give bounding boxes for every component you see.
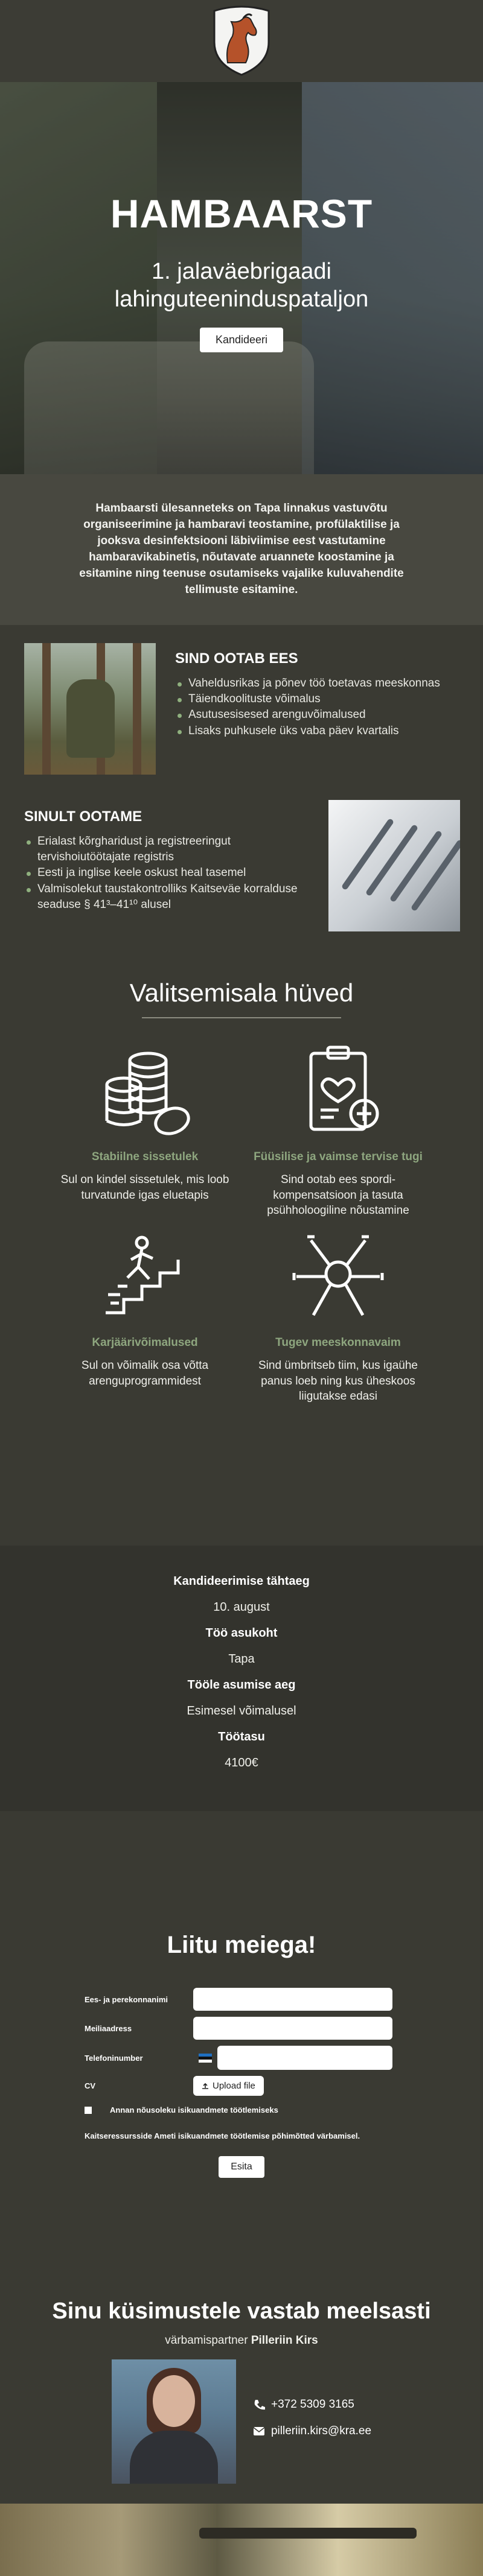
list-item: Vaheldusrikas ja põnev töö toetavas meeskonnas (175, 676, 441, 691)
list-item: Valmisolekut taustakontrolliks Kaitseväe korralduse seaduse § 41³–41¹⁰ alusel (24, 881, 314, 913)
apply-button[interactable]: Kandideeri (200, 328, 283, 352)
footer-image (0, 2504, 483, 2576)
benefit-desc: Sul on kindel sissetulek, mis loob turvatunde igas eluetapis (60, 1173, 229, 1202)
upload-label: Upload file (213, 2081, 255, 2091)
divider (142, 1017, 341, 1018)
job-details-section (0, 1546, 483, 1811)
benefit-title: Stabiilne sissetulek (91, 1150, 199, 1163)
hero-section (0, 82, 483, 474)
health-clipboard-icon (287, 1042, 389, 1139)
list-item: Eesti ja inglise keele oskust heal tasemel (24, 865, 314, 881)
salary-value: 4100€ (225, 1756, 258, 1769)
deadline-value: 10. august (213, 1600, 270, 1614)
email-input[interactable] (193, 2017, 392, 2040)
phone-label: Telefoninumber (85, 2053, 143, 2063)
benefit-card (242, 1228, 435, 1404)
submit-button[interactable]: Esita (219, 2156, 264, 2178)
page-title: HAMBAARST (110, 191, 373, 236)
benefit-title: Tugev meeskonnavaim (275, 1336, 401, 1349)
benefit-card (242, 1042, 435, 1219)
contact-section (0, 2298, 483, 2504)
offers-title: SIND OOTAB EES (175, 650, 298, 667)
upload-icon (202, 2083, 209, 2090)
application-section (0, 1811, 483, 2298)
salary-label: Töötasu (218, 1730, 265, 1743)
form-title: Liitu meiega! (167, 1932, 316, 1958)
name-input[interactable] (193, 1988, 392, 2011)
location-value: Tapa (228, 1652, 255, 1666)
benefit-card (48, 1042, 242, 1219)
start-value: Esimesel võimalusel (187, 1704, 296, 1718)
requirements-section (0, 800, 483, 936)
requirements-list (24, 834, 314, 913)
dental-tools-photo (328, 800, 460, 931)
estonia-flag-icon[interactable] (193, 2046, 217, 2070)
cv-label: CV (85, 2081, 96, 2090)
privacy-policy-link[interactable]: Kaitseressursside Ameti isikuandmete töötlemise põhimõtted värbamisel. (85, 2131, 360, 2140)
team-hands-icon (287, 1228, 389, 1325)
start-label: Tööle asumise aeg (187, 1678, 296, 1692)
contact-name: Pilleriin Kirs (251, 2334, 318, 2347)
benefit-title: Füüsilise ja vaimse tervise tugi (254, 1150, 423, 1163)
offers-list (175, 676, 441, 739)
email-label: Meiliaadress (85, 2023, 132, 2033)
requirements-title: SINULT OOTAME (24, 808, 142, 825)
mail-icon (253, 2426, 265, 2436)
career-stairs-icon (94, 1228, 196, 1325)
hero-content (0, 191, 483, 352)
upload-file-button[interactable] (193, 2076, 264, 2096)
coins-icon (94, 1042, 196, 1139)
benefit-desc: Sul on võimalik osa võtta arenguprogrammidest (81, 1359, 209, 1388)
list-item: Lisaks puhkusele üks vaba päev kvartalis (175, 723, 441, 739)
contact-role: värbamispartner (165, 2334, 248, 2347)
name-label: Ees- ja perekonnanimi (85, 1994, 168, 2004)
hero-subtitle: 1. jalaväebrigaadi lahinguteeninduspataljon (114, 259, 369, 312)
offers-section (0, 625, 483, 800)
consent-label: Annan nõusoleku isikuandmete töötlemiseks (110, 2105, 278, 2114)
contact-title: Sinu küsimustele vastab meelsasti (52, 2298, 431, 2324)
location-label: Töö asukoht (205, 1626, 278, 1640)
deadline-label: Kandideerimise tähtaeg (173, 1575, 310, 1588)
logo-bar (0, 0, 483, 82)
horse-shield-icon[interactable] (208, 5, 275, 77)
phone-input[interactable] (217, 2046, 392, 2070)
consent-checkbox[interactable] (85, 2107, 92, 2114)
application-form (85, 1988, 398, 2178)
contact-phone[interactable]: +372 5309 3165 (270, 2398, 354, 2411)
intro-text: Hambaarsti ülesanneteks on Tapa linnakus vastuvõtu organiseerimine ja hambaravi teostamine, profülaktilise ja jooksva desinfektsiooni läbiviimise eest vastutamine hambaravikabinetis, nõutavate aruannete koostamine ja esitamine ning teenuse osutamiseks vajalike kuluvahendite tellimuste esitamine. (79, 502, 404, 596)
list-item: Erialast kõrgharidust ja registreeringut tervishoiutöötajate registris (24, 834, 314, 865)
soldier-photo (24, 643, 156, 775)
benefit-desc: Sind ümbritseb tiim, kus igaühe panus loeb ning kus üheskoos liigutakse edasi (258, 1359, 418, 1403)
benefits-section (0, 936, 483, 1546)
list-item: Täiendkoolituste võimalus (175, 691, 441, 707)
benefits-title: Valitsemisala hüved (129, 979, 354, 1007)
benefit-card (48, 1228, 242, 1404)
contact-subtitle (0, 2334, 483, 2347)
contact-email[interactable]: pilleriin.kirs@kra.ee (270, 2425, 372, 2437)
benefit-desc: Sind ootab ees spordi-kompensatsioon ja tasuta psühholoogiline nõustamine (267, 1173, 409, 1217)
avatar (112, 2359, 236, 2484)
benefit-title: Karjäärivõimalused (92, 1336, 198, 1349)
intro-section (0, 474, 483, 625)
list-item: Asutusesisesed arenguvõimalused (175, 707, 441, 723)
phone-icon (253, 2399, 265, 2411)
